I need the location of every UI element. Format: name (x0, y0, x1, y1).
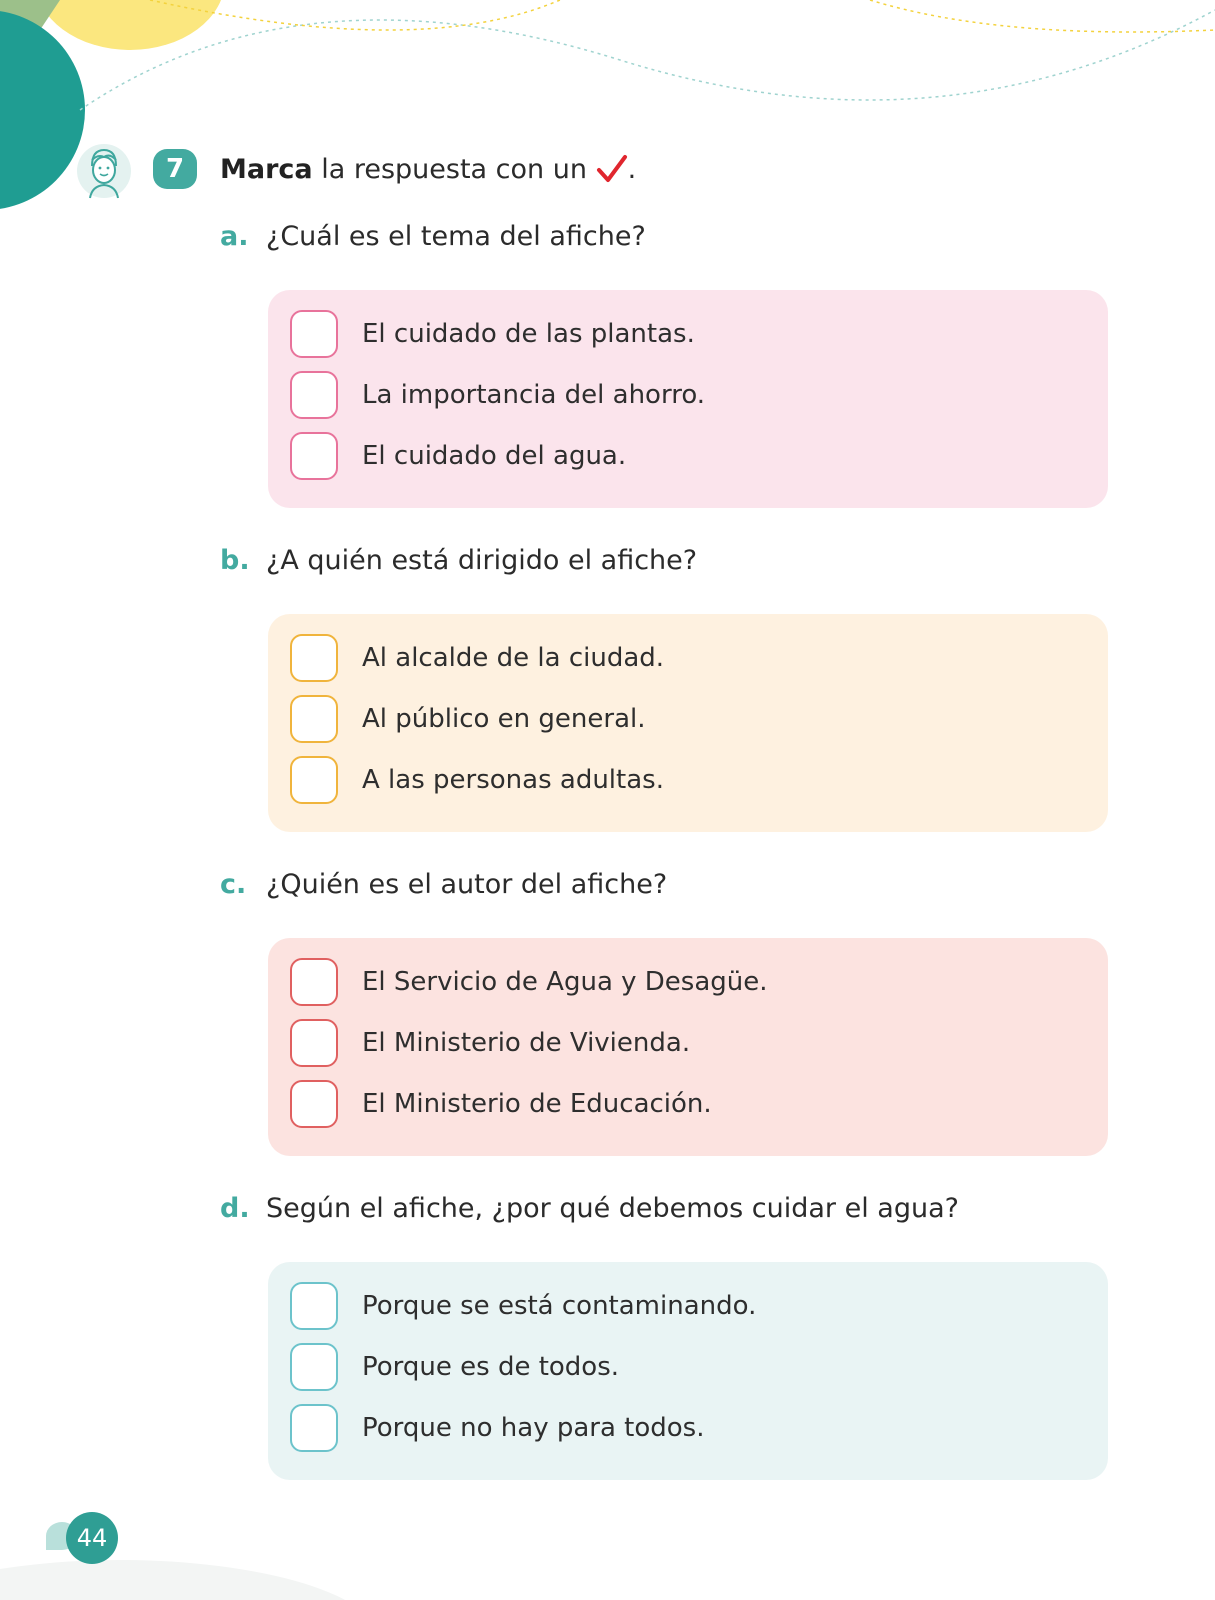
checkbox[interactable] (290, 1404, 338, 1452)
tutor-face-icon (76, 140, 132, 200)
question-letter: a. (220, 221, 249, 252)
checkbox[interactable] (290, 310, 338, 358)
checkbox[interactable] (290, 1282, 338, 1330)
question-d (220, 1191, 959, 1227)
checkbox[interactable] (290, 695, 338, 743)
option-c-1[interactable] (290, 956, 768, 1008)
option-label: El Ministerio de Vivienda. (362, 1028, 691, 1058)
checkbox[interactable] (290, 1343, 338, 1391)
question-c (220, 867, 667, 903)
checkbox[interactable] (290, 1019, 338, 1067)
question-letter: c. (220, 869, 247, 900)
checkbox[interactable] (290, 432, 338, 480)
checkbox[interactable] (290, 958, 338, 1006)
question-text: ¿A quién está dirigido el afiche? (266, 545, 698, 576)
option-label: El cuidado de las plantas. (362, 319, 695, 349)
option-a-3[interactable] (290, 430, 626, 482)
question-letter: d. (220, 1193, 250, 1224)
option-b-3[interactable] (290, 754, 664, 806)
option-label: Porque se está contaminando. (362, 1291, 757, 1321)
question-text: ¿Cuál es el tema del afiche? (266, 221, 646, 252)
options-box-d (268, 1262, 1108, 1480)
exercise-number-badge: 7 (153, 149, 197, 189)
page-number: 44 (66, 1512, 118, 1564)
option-label: El cuidado del agua. (362, 441, 627, 471)
option-b-2[interactable] (290, 693, 646, 745)
options-box-c (268, 938, 1108, 1156)
option-a-1[interactable] (290, 308, 695, 360)
checkbox[interactable] (290, 634, 338, 682)
option-label: El Servicio de Agua y Desagüe. (362, 967, 768, 997)
checkbox[interactable] (290, 1080, 338, 1128)
option-label: A las personas adultas. (362, 765, 664, 795)
question-text: Según el afiche, ¿por qué debemos cuidar el agua? (266, 1193, 959, 1224)
option-label: Al público en general. (362, 704, 646, 734)
option-c-3[interactable] (290, 1078, 712, 1130)
option-label: El Ministerio de Educación. (362, 1089, 712, 1119)
option-d-3[interactable] (290, 1402, 705, 1454)
instruction-end: . (627, 154, 637, 185)
option-label: Al alcalde de la ciudad. (362, 643, 665, 673)
option-label: La importancia del ahorro. (362, 380, 706, 410)
check-icon (596, 154, 628, 184)
option-c-2[interactable] (290, 1017, 690, 1069)
instruction-bold: Marca (220, 154, 313, 185)
question-a (220, 219, 646, 255)
option-d-1[interactable] (290, 1280, 756, 1332)
option-label: Porque no hay para todos. (362, 1413, 705, 1443)
option-a-2[interactable] (290, 369, 705, 421)
options-box-b (268, 614, 1108, 832)
question-text: ¿Quién es el autor del afiche? (266, 869, 668, 900)
option-d-2[interactable] (290, 1341, 619, 1393)
exercise-instruction (220, 152, 636, 188)
option-b-1[interactable] (290, 632, 664, 684)
option-label: Porque es de todos. (362, 1352, 620, 1382)
question-b (220, 543, 697, 579)
options-box-a (268, 290, 1108, 508)
question-letter: b. (220, 545, 250, 576)
checkbox[interactable] (290, 756, 338, 804)
checkbox[interactable] (290, 371, 338, 419)
instruction-text: la respuesta con un (312, 154, 587, 185)
